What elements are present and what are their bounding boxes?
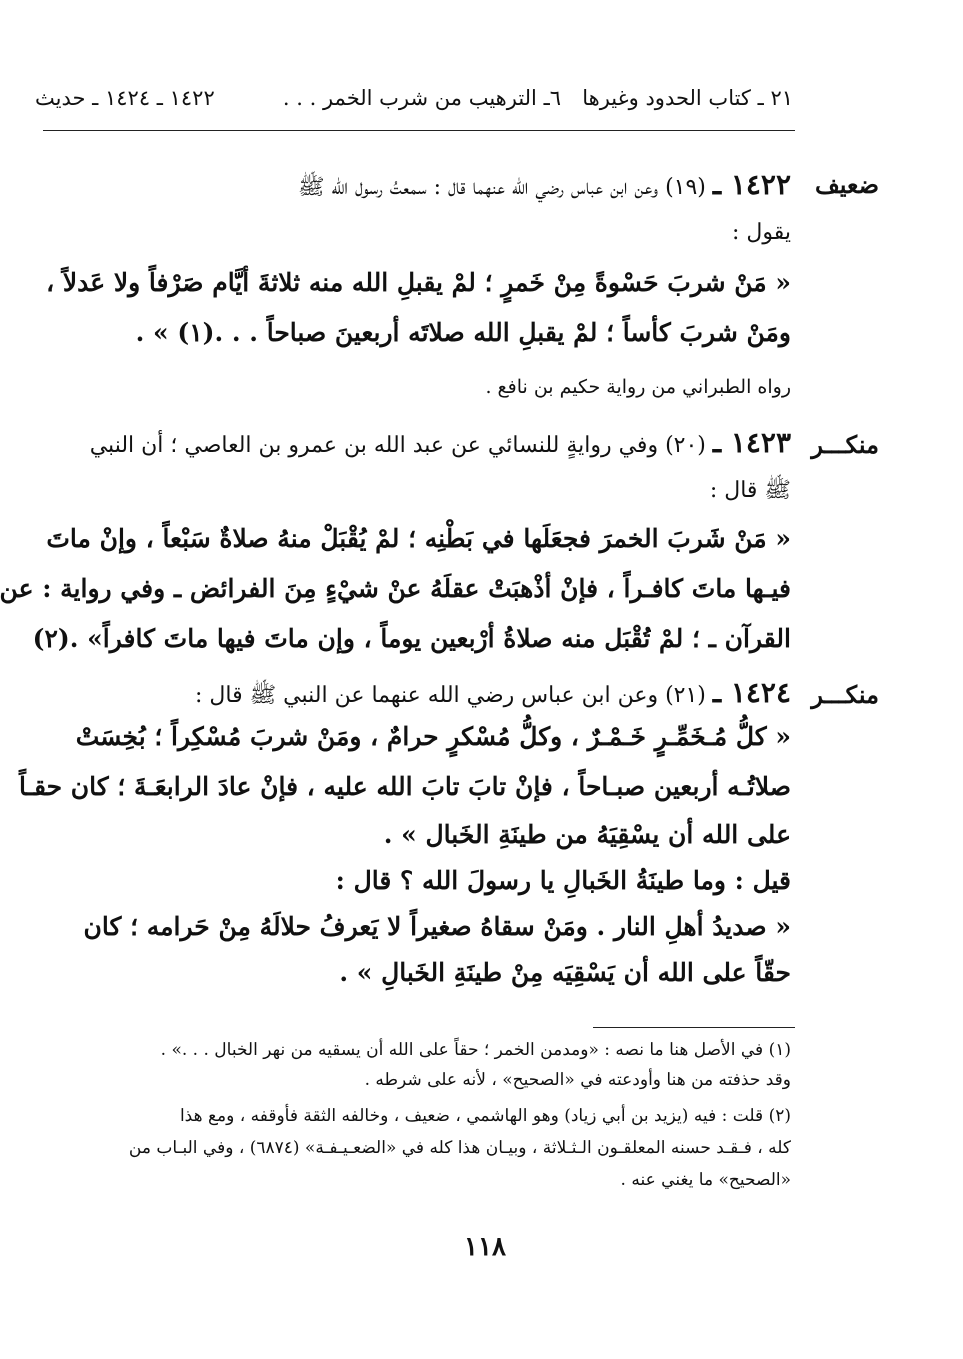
hadith-quote-line: فيـها ماتَ كافـراً ، فإنْ أذْهبَتْ عقلَهُ عنْ شيْءٍ مِنَ الفرائض ـ وفي رواية : عن xyxy=(0,574,791,603)
hadith-1424 xyxy=(19,676,791,996)
grade-label: منكـــر xyxy=(811,680,879,709)
hadith-quote-line: صلاتُـه أربعين صبـاحاً ، فإنْ تابَ تابَ الله عليه ، فإنْ عادَ الرابعَـةَ ؛ كان حقـاً xyxy=(19,772,791,801)
hadith-line xyxy=(55,676,791,713)
hadith-text: (١٩) وعن ابن عباس رضي الله عنهما قال : سمعتُ رسول الله ﷺ xyxy=(297,175,706,200)
running-header xyxy=(35,86,793,122)
footnote-line: (٢) قلت : فيه (يزيد بن أبي زياد) وهو الهاشمي ، ضعيف ، وخالفه الثقة فأوقفه ، ومع هذا xyxy=(179,1106,791,1126)
hadith-quote-line: حقّاً على الله أن يَسْقِيَه مِنْ طينَةِ الخَبالِ » . xyxy=(339,958,791,987)
source-note-text: رواه الطبراني من رواية حكيم بن نافع . xyxy=(485,376,791,398)
hadith-line xyxy=(55,426,791,459)
hadith-source-note xyxy=(55,376,791,406)
hadith-number: ١٤٢٣ ـ xyxy=(712,426,791,459)
hadith-quote-line: « صديدُ أهلِ النار . ومَنْ سقاهُ صغيراً لا يَعرفُ حلالَهُ مِنْ حَرامه ؛ كان xyxy=(83,912,791,941)
hadith-number: ١٤٢٢ ـ xyxy=(712,168,791,201)
hadith-quote-line: « مَنْ شَربَ الخمرَ فجعَلَها في بَطْنِه ؛ لمْ يُقْبَلْ منهُ صلاةٌ سَبْعاً ، وإنْ ماتَ xyxy=(46,524,791,553)
hadith-line: ﷺ قال : xyxy=(709,478,791,503)
hadith-1422 xyxy=(46,168,791,368)
header-section: ٦ـ الترهيب من شرب الخمر . . . xyxy=(282,86,561,110)
footnote-line: (١) في الأصل هنا ما نصه : «ومدمن الخمر ؛ حقاً على الله أن يسقيه من نهر الخبال . . .» . xyxy=(160,1040,791,1060)
hadith-quote-line: على الله أن يسْقِيَهُ من طينَةِ الخَبال » . xyxy=(383,820,791,849)
hadith-quote-line: « كلُّ مُـخَمِّـرٍ خَـمْـرٌ ، وكلُّ مُسْكرٍ حرامٌ ، ومَنْ شربَ مُسْكِراً ؛ بُخِسَتْ xyxy=(75,722,791,751)
page-number: ١١٨ xyxy=(464,1232,506,1262)
hadith-quote-line: القرآن ـ ؛ لمْ تُقْبَل منه صلاةُ أرْبعين يوماً ، وإن ماتَ فيها ماتَ كافراً» .(٢) xyxy=(32,624,791,653)
hadith-text: (٢١) وعن ابن عباس رضي الله عنهما عن النبي ﷺ قال : xyxy=(194,683,706,708)
footnote-line: كله ، فـقـد حسنه المعلقـون الـثـلاثة ، وبيـان هذا كله في «الضعـيـفـة» (٦٨٧٤) ، وفي البـاب من xyxy=(128,1138,791,1158)
hadith-line: يقول : xyxy=(731,220,791,245)
hadith-quote-line: قيل : وما طينَةُ الخَبالِ يا رسولَ الله ؟ قال : xyxy=(335,866,791,895)
grade-label: منكـــر xyxy=(811,430,879,459)
hadith-text: (٢٠) وفي روايةٍ للنسائي عن عبد الله بن عمرو بن العاصي ؛ أن النبي xyxy=(89,433,706,458)
hadith-number: ١٤٢٤ ـ xyxy=(712,676,791,709)
hadith-quote-line: ومَنْ شربَ كأساً ؛ لمْ يقبلِ الله صلاتَه أربعينَ صباحاً . . .(١) » . xyxy=(135,318,791,347)
hadith-1423 xyxy=(0,426,791,666)
header-divider xyxy=(43,130,795,131)
footnote-line: «الصحيح» ما يغني عنه . xyxy=(620,1170,791,1190)
header-chapter: ٢١ ـ كتاب الحدود وغيرها xyxy=(582,86,793,110)
footnotes xyxy=(55,1040,791,1210)
footnote-line: وقد حذفته من هنا وأودعته في «الصحيح» ، لأنه على شرطه . xyxy=(364,1070,791,1090)
hadith-quote-line: « مَنْ شربَ حَسْوةً مِنْ خَمرٍ ؛ لمْ يقبلِ الله منه ثلاثةَ أيَّام صَرْفاً ولا عَدلاً ، xyxy=(46,268,791,297)
header-hadith-range: ١٤٢٢ ـ ١٤٢٤ ـ حديث xyxy=(35,86,215,110)
grade-label: ضعيف xyxy=(814,170,879,199)
hadith-line xyxy=(55,168,791,205)
footnote-divider xyxy=(593,1027,795,1028)
